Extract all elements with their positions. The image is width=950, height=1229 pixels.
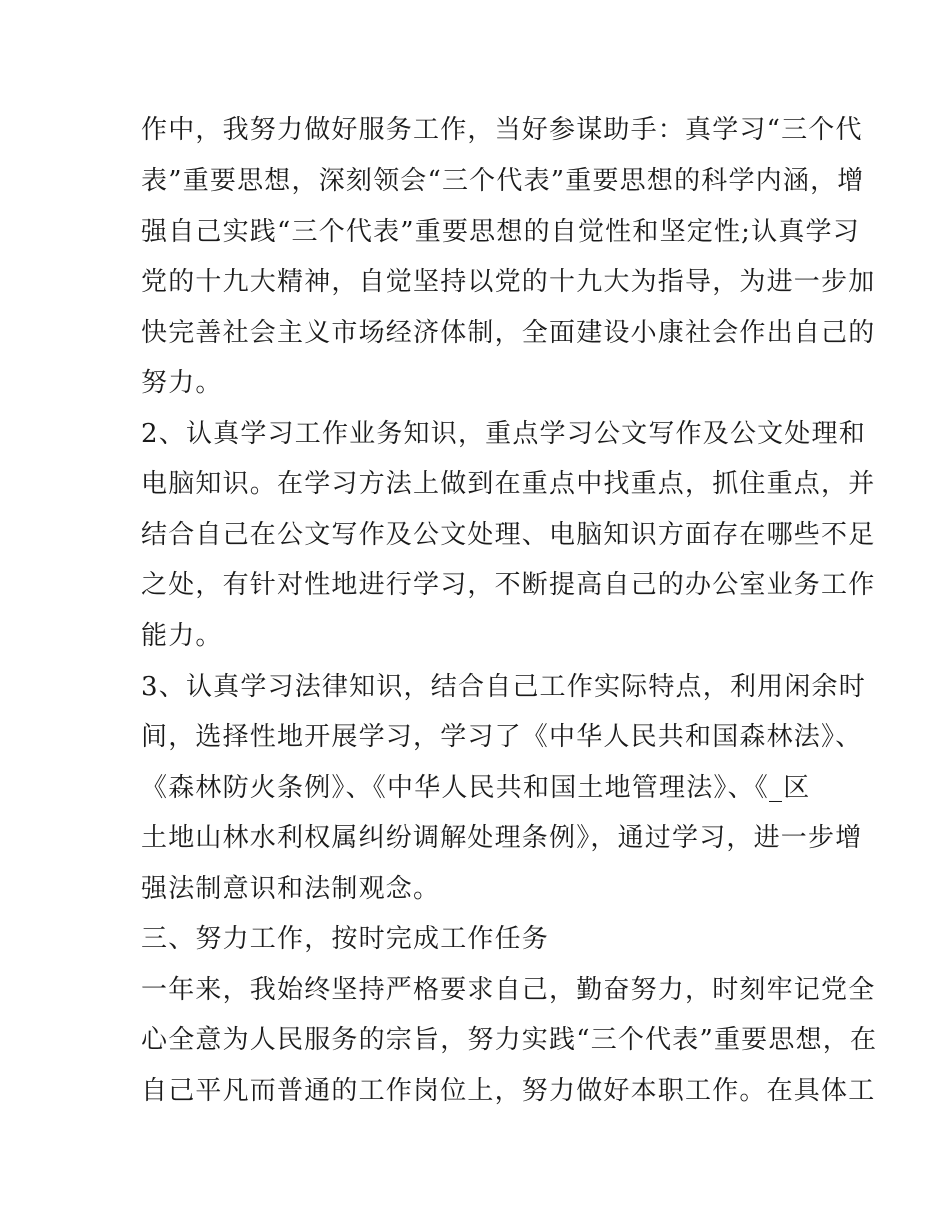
text-line: 心全意为人民服务的宗旨，努力实践“三个代表”重要思想，在 xyxy=(141,1025,878,1055)
text-line: 自己平凡而普通的工作岗位上，努力做好本职工作。在具体工 xyxy=(141,1076,876,1106)
text-line: 电脑知识。在学习方法上做到在重点中找重点，抓住重点，并 xyxy=(141,469,876,499)
text-line: 《森林防火条例》、《中华人民共和国土地管理法》、《_区 xyxy=(141,773,811,803)
text-line: 之处，有针对性地进行学习，不断提高自己的办公室业务工作 xyxy=(141,570,876,600)
text-line: 强自己实践“三个代表”重要思想的自觉性和坚定性;认真学习 xyxy=(141,217,860,247)
text-line: 2、认真学习工作业务知识，重点学习公文写作及公文处理和 xyxy=(141,419,866,449)
text-line: 强法制意识和法制观念。 xyxy=(141,874,441,904)
text-line: 结合自己在公文写作及公文处理、电脑知识方面存在哪些不足 xyxy=(141,520,876,550)
text-line: 作中，我努力做好服务工作，当好参谋助手：真学习“三个代 xyxy=(141,115,863,145)
text-line: 能力。 xyxy=(141,621,223,651)
text-line: 3、认真学习法律知识，结合自己工作实际特点，利用闲余时 xyxy=(141,672,866,702)
text-line: 表”重要思想，深刻领会“三个代表”重要思想的科学内涵，增 xyxy=(141,166,865,196)
text-line: 党的十九大精神，自觉坚持以党的十九大为指导，为进一步加 xyxy=(141,267,876,297)
text-line: 努力。 xyxy=(141,368,223,398)
text-line: 土地山林水利权属纠纷调解处理条例》，通过学习，进一步增 xyxy=(141,823,863,853)
text-line: 间，选择性地开展学习，学习了《中华人民共和国森林法》、 xyxy=(141,722,863,752)
section-heading: 三、努力工作，按时完成工作任务 xyxy=(141,924,550,954)
text-line: 快完善社会主义市场经济体制，全面建设小康社会作出自己的 xyxy=(141,318,876,348)
text-line: 一年来，我始终坚持严格要求自己，勤奋努力，时刻牢记党全 xyxy=(141,975,876,1005)
